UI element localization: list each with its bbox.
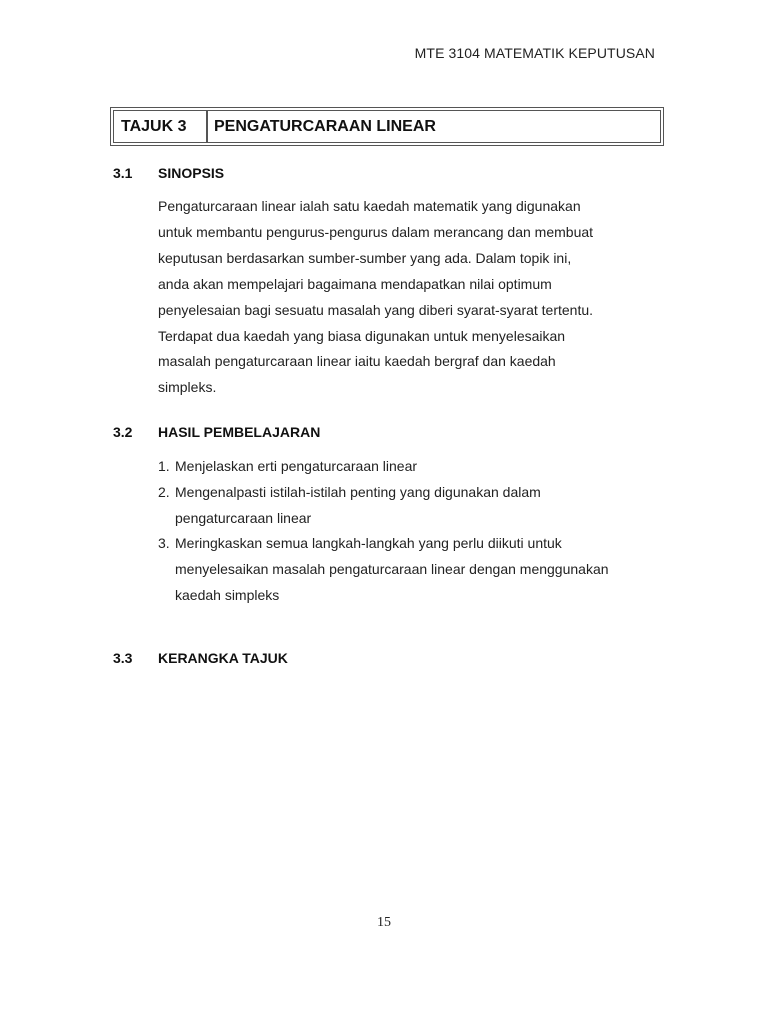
list-item	[158, 454, 678, 480]
paragraph-line: penyelesaian bagi sesuatu masalah yang diberi syarat-syarat tertentu.	[158, 301, 594, 318]
list-item	[158, 480, 678, 532]
list-item-text: menyelesaikan masalah pengaturcaraan linear dengan menggunakan	[175, 561, 609, 578]
list-item-text: Meringkaskan semua langkah-langkah yang perlu diikuti untuk	[175, 535, 562, 552]
section-heading-learning-outcomes	[113, 424, 320, 440]
paragraph-line: masalah pengaturcaraan linear iaitu kaedah bergraf dan kaedah	[158, 353, 556, 370]
list-item-text: kaedah simpleks	[175, 586, 280, 603]
section-title: SINOPSIS	[158, 165, 225, 181]
topic-title-box	[110, 107, 664, 146]
section-number: 3.3	[113, 650, 133, 666]
topic-title-frame	[113, 110, 661, 143]
section-title: HASIL PEMBELAJARAN	[158, 424, 321, 440]
list-marker: 2.	[158, 483, 170, 500]
topic-number: TAJUK 3	[121, 117, 187, 135]
topic-title: PENGATURCARAAN LINEAR	[206, 111, 660, 142]
section-heading-topic-framework	[113, 650, 288, 666]
learning-outcomes-list	[158, 454, 678, 609]
paragraph-line: keputusan berdasarkan sumber-sumber yang ada. Dalam topik ini,	[158, 249, 572, 266]
list-item	[158, 531, 678, 608]
list-item-text: Menjelaskan erti pengaturcaraan linear	[175, 458, 418, 474]
paragraph-line: Terdapat dua kaedah yang biasa digunakan untuk menyelesaikan	[158, 327, 566, 344]
section-heading-sinopsis	[113, 165, 224, 181]
section-number: 3.2	[113, 424, 133, 440]
page-number: 15	[377, 915, 391, 930]
list-marker: 1.	[158, 458, 170, 474]
synopsis-paragraph	[158, 194, 668, 401]
running-header: MTE 3104 MATEMATIK KEPUTUSAN	[414, 45, 655, 61]
paragraph-line: untuk membantu pengurus-pengurus dalam merancang dan membuat	[158, 223, 594, 240]
section-title: KERANGKA TAJUK	[158, 650, 288, 666]
paragraph-line: anda akan mempelajari bagaimana mendapatkan nilai optimum	[158, 275, 552, 292]
list-item-text: pengaturcaraan linear	[175, 509, 312, 526]
list-marker: 3.	[158, 535, 170, 552]
paragraph-line: Pengaturcaraan linear ialah satu kaedah matematik yang digunakan	[158, 198, 581, 214]
section-number: 3.1	[113, 165, 133, 181]
paragraph-line: simpleks.	[158, 379, 217, 396]
list-item-text: Mengenalpasti istilah-istilah penting yang digunakan dalam	[175, 483, 541, 500]
